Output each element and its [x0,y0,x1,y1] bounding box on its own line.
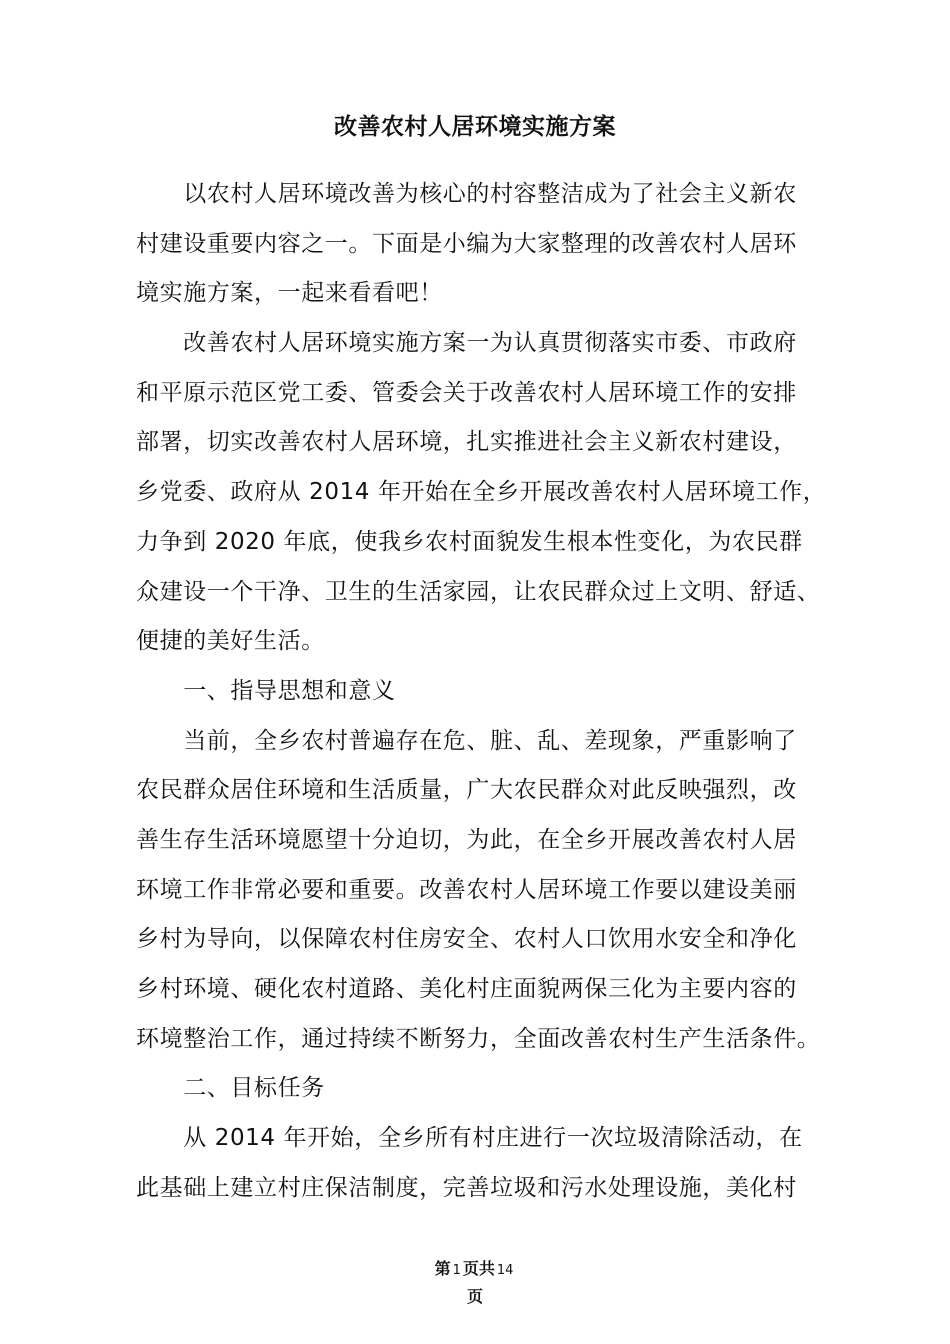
text-line: 当前，全乡农村普遍存在危、脏、乱、差现象，严重影响了 [136,727,797,754]
text-line: 境实施方案，一起来看看吧！ [136,280,443,307]
text-line: 一、指导思想和意义 [136,677,396,704]
text-line: 善生存生活环境愿望十分迫切，为此，在全乡开展改善农村人居 [136,826,797,853]
text-line: 从 2014 年开始，全乡所有村庄进行一次垃圾清除活动，在 [136,1125,803,1152]
text-line: 环境整治工作，通过持续不断努力，全面改善农村生产生活条件。 [136,1025,821,1052]
text-line: 农民群众居住环境和生活质量，广大农民群众对此反映强烈，改 [136,777,797,804]
page-number-line-1 [0,1256,950,1284]
text-line: 和平原示范区党工委、管委会关于改善农村人居环境工作的安排 [136,379,797,406]
text-line: 以农村人居环境改善为核心的村容整洁成为了社会主义新农 [136,181,797,207]
text-line: 此基础上建立村庄保洁制度，完善垃圾和污水处理设施，美化村 [136,1174,797,1201]
page-prefix: 第 [434,1259,451,1278]
text-line: 改善农村人居环境实施方案一为认真贯彻落实市委、市政府 [136,330,797,357]
text-line: 力争到 2020 年底，使我乡农村面貌发生根本性变化，为农民群 [136,528,803,555]
page-total: 14 [496,1263,514,1278]
text-line: 乡村环境、硬化农村道路、美化村庄面貌两保三化为主要内容的 [136,976,797,1002]
text-line: 乡党委、政府从 2014 年开始在全乡开展改善农村人居环境工作， [136,479,827,506]
document-body [136,176,846,1219]
text-line: 村建设重要内容之一。下面是小编为大家整理的改善农村人居环 [136,230,797,257]
page-current: 1 [452,1263,461,1278]
document-title: 改善农村人居环境实施方案 [334,114,616,140]
text-line: 乡村为导向，以保障农村住房安全、农村人口饮用水安全和净化 [136,926,797,953]
page-middle: 页共 [462,1259,495,1278]
text-line: 部署，切实改善农村人居环境，扎实推进社会主义新农村建设， [136,429,797,456]
page-suffix: 页 [466,1287,483,1306]
text-line: 环境工作非常必要和重要。改善农村人居环境工作要以建设美丽 [136,876,797,903]
text-line: 二、目标任务 [136,1075,325,1102]
page-number-line-2 [0,1284,950,1310]
page-footer [0,1256,950,1310]
text-line: 便捷的美好生活。 [136,628,325,655]
text-line: 众建设一个干净、卫生的生活家园，让农民群众过上文明、舒适、 [136,578,821,605]
